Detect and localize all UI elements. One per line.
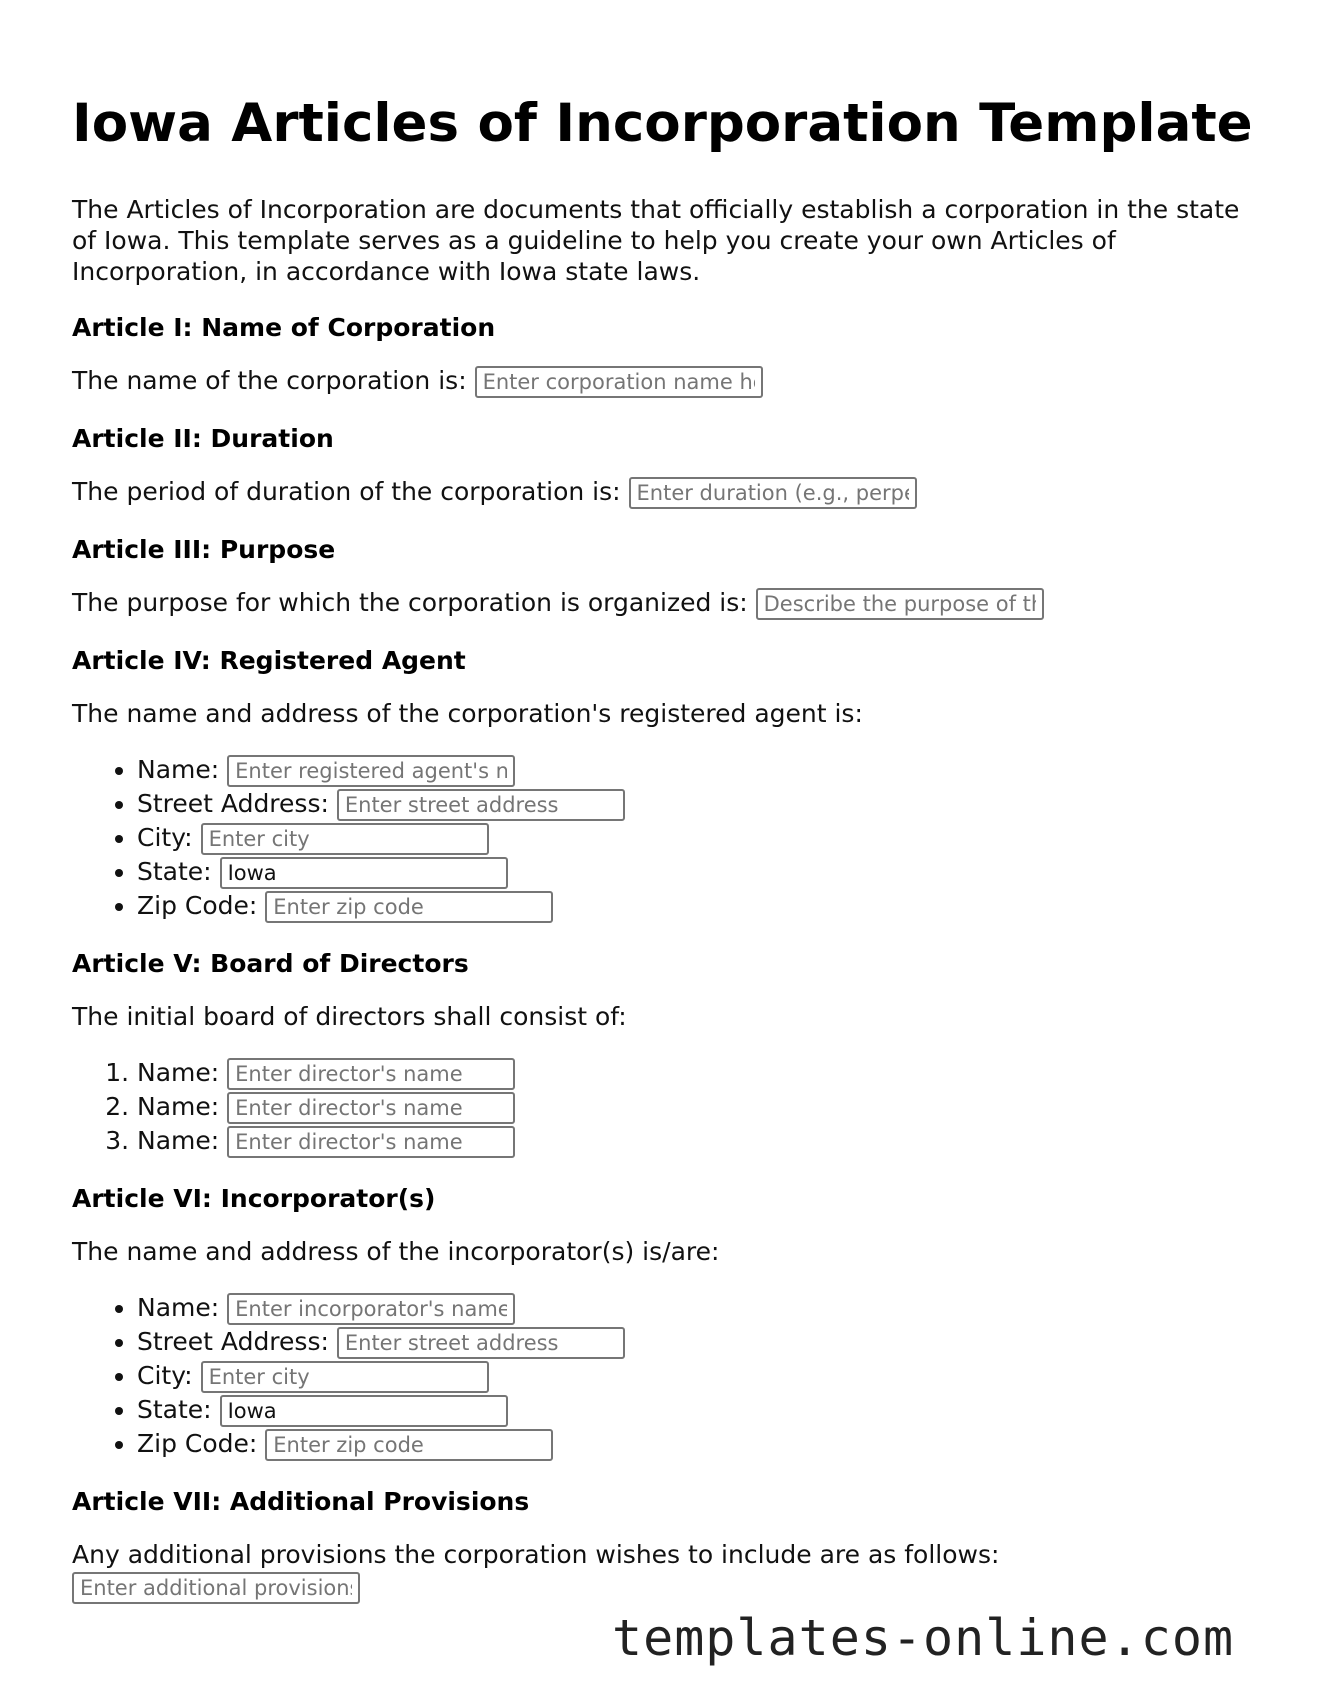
article-2-text: The period of duration of the corporation is: (72, 477, 621, 506)
article-3-line (72, 586, 1272, 620)
article-3-heading: Article III: Purpose (72, 535, 336, 564)
incorporator-name-label: Name: (137, 1293, 220, 1322)
article-4-text: The name and address of the corporation's registered agent is: (72, 699, 863, 728)
article-7-section (72, 1486, 1272, 1604)
directors-list (72, 1056, 1272, 1158)
document-page (72, 0, 1272, 1604)
additional-provisions-row (72, 1572, 1272, 1604)
page-title: Iowa Articles of Incorporation Template (72, 93, 1253, 154)
agent-state-label: State: (137, 857, 212, 886)
list-item (137, 821, 1272, 855)
list-item (137, 787, 1272, 821)
director-1-input[interactable] (227, 1058, 515, 1090)
article-7-text: Any additional provisions the corporation wishes to include are as follows: (72, 1540, 1000, 1569)
registered-agent-list (72, 753, 1272, 923)
incorporator-street-input[interactable] (337, 1327, 625, 1359)
director-3-input[interactable] (227, 1126, 515, 1158)
article-5-heading: Article V: Board of Directors (72, 949, 469, 978)
director-2-label: Name: (137, 1092, 220, 1121)
corporation-name-input[interactable] (475, 366, 763, 398)
incorporator-name-input[interactable] (227, 1293, 515, 1325)
agent-zip-input[interactable] (265, 891, 553, 923)
incorporators-list (72, 1291, 1272, 1461)
list-item (137, 1291, 1272, 1325)
article-6-text: The name and address of the incorporator(s) is/are: (72, 1237, 720, 1266)
list-item (137, 1124, 1272, 1158)
list-item (137, 889, 1272, 923)
purpose-input[interactable] (756, 588, 1044, 620)
director-3-label: Name: (137, 1126, 220, 1155)
article-5-section (72, 948, 1272, 1158)
incorporator-street-label: Street Address: (137, 1327, 329, 1356)
list-item (137, 753, 1272, 787)
director-1-label: Name: (137, 1058, 220, 1087)
incorporator-zip-input[interactable] (265, 1429, 553, 1461)
agent-zip-label: Zip Code: (137, 891, 258, 920)
article-1-section (72, 312, 1272, 398)
list-item (137, 1359, 1272, 1393)
article-1-line (72, 364, 1272, 398)
list-item (137, 1056, 1272, 1090)
director-2-input[interactable] (227, 1092, 515, 1124)
article-4-heading: Article IV: Registered Agent (72, 646, 466, 675)
article-6-heading: Article VI: Incorporator(s) (72, 1184, 436, 1213)
article-5-text: The initial board of directors shall consist of: (72, 1002, 627, 1031)
agent-name-input[interactable] (227, 755, 515, 787)
list-item (137, 1393, 1272, 1427)
agent-state-input[interactable] (220, 857, 508, 889)
list-item (137, 1090, 1272, 1124)
incorporator-zip-label: Zip Code: (137, 1429, 258, 1458)
additional-provisions-input[interactable] (72, 1572, 360, 1604)
article-3-section (72, 534, 1272, 620)
list-item (137, 1325, 1272, 1359)
article-2-section (72, 423, 1272, 509)
article-2-line (72, 475, 1272, 509)
incorporator-state-label: State: (137, 1395, 212, 1424)
article-6-section (72, 1183, 1272, 1461)
agent-city-input[interactable] (201, 823, 489, 855)
article-2-heading: Article II: Duration (72, 424, 334, 453)
incorporator-state-input[interactable] (220, 1395, 508, 1427)
article-4-section (72, 645, 1272, 923)
article-7-heading: Article VII: Additional Provisions (72, 1487, 530, 1516)
agent-street-input[interactable] (337, 789, 625, 821)
duration-input[interactable] (629, 477, 917, 509)
intro-paragraph: The Articles of Incorporation are documents that officially establish a corporation in the state of Iowa. This template serves as a guideline to help you create your own Articles of Incorporation, in accordance with Iowa state laws. (72, 195, 1240, 286)
watermark-text: templates-online.com (612, 1609, 1235, 1667)
article-3-text: The purpose for which the corporation is organized is: (72, 588, 748, 617)
incorporator-city-label: City: (137, 1361, 193, 1390)
agent-street-label: Street Address: (137, 789, 329, 818)
agent-city-label: City: (137, 823, 193, 852)
incorporator-city-input[interactable] (201, 1361, 489, 1393)
article-1-heading: Article I: Name of Corporation (72, 313, 496, 342)
list-item (137, 1427, 1272, 1461)
article-1-text: The name of the corporation is: (72, 366, 467, 395)
list-item (137, 855, 1272, 889)
agent-name-label: Name: (137, 755, 220, 784)
